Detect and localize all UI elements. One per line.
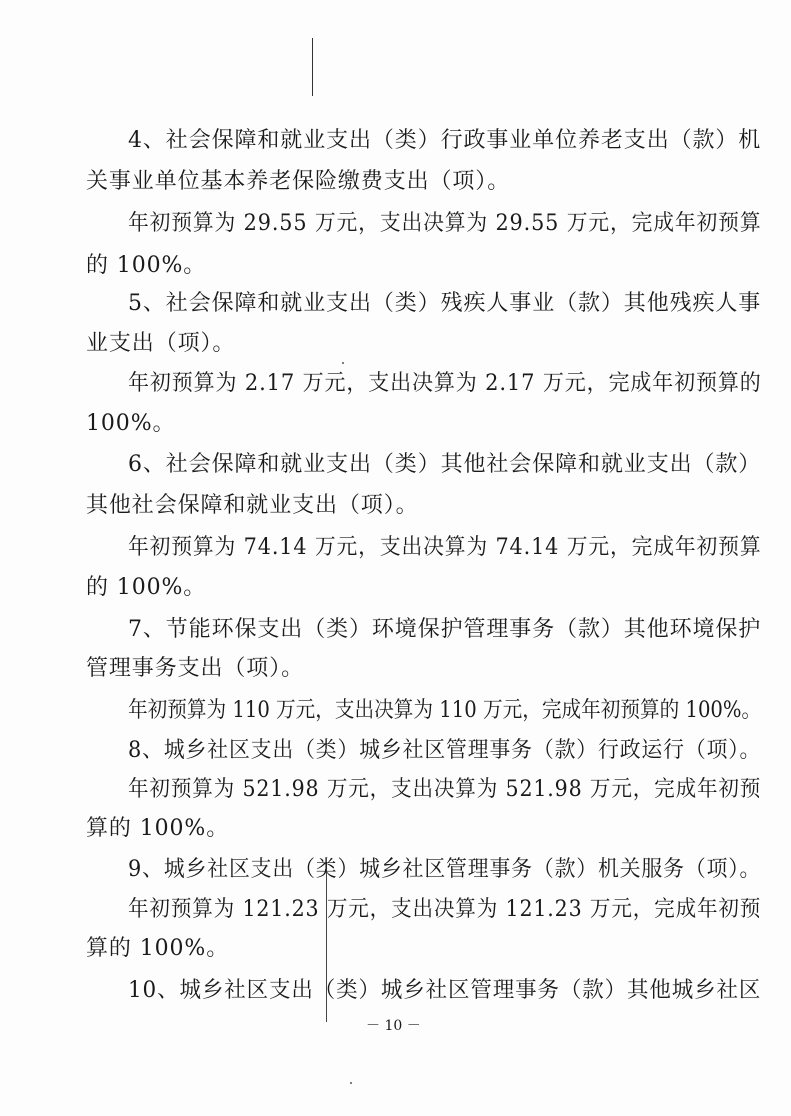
item-4-heading-line-2: 关事业单位基本养老保险缴费支出（项）。 (86, 169, 511, 194)
item-8-budget-line-2: 算的 100%。 (86, 816, 230, 841)
item-9-budget-line-2: 算的 100%。 (86, 936, 230, 961)
item-7-budget-line-1: 年初预算为 110 万元，支出决算为 110 万元，完成年初预算的 100%。 (128, 698, 762, 723)
item-8-budget-line-1: 年初预算为 521.98 万元，支出决算为 521.98 万元，完成年初预 (128, 777, 762, 802)
item-8-heading-line-1: 8、城乡社区支出（类）城乡社区管理事务（款）行政运行（项）。 (128, 738, 762, 763)
item-7-heading-line-2: 管理事务支出（项）。 (86, 656, 305, 681)
item-6-heading-line-2: 其他社会保障和就业支出（项）。 (86, 493, 419, 518)
scan-artifact-dot (342, 362, 344, 364)
item-7-heading-line-1: 7、节能环保支出（类）环境保护管理事务（款）其他环境保护 (128, 617, 762, 642)
item-10-heading-line-1: 10、城乡社区支出（类）城乡社区管理事务（款）其他城乡社区 (128, 978, 762, 1003)
item-5-budget-line-2: 100%。 (86, 411, 176, 436)
page-number: － 10 － (366, 1018, 421, 1034)
item-4-budget-line-1: 年初预算为 29.55 万元，支出决算为 29.55 万元，完成年初预算 (128, 211, 762, 236)
item-6-budget-line-1: 年初预算为 74.14 万元，支出决算为 74.14 万元，完成年初预算 (128, 535, 762, 560)
item-4-budget-line-2: 的 100%。 (86, 253, 207, 278)
item-9-heading-line-1: 9、城乡社区支出（类）城乡社区管理事务（款）机关服务（项）。 (128, 857, 762, 882)
item-5-heading-line-2: 业支出（项）。 (86, 331, 236, 356)
item-5-heading-line-1: 5、社会保障和就业支出（类）残疾人事业（款）其他残疾人事 (128, 291, 762, 316)
scan-artifact-dot (350, 1082, 352, 1084)
item-6-heading-line-1: 6、社会保障和就业支出（类）其他社会保障和就业支出（款） (128, 452, 762, 477)
item-9-budget-line-1: 年初预算为 121.23 万元，支出决算为 121.23 万元，完成年初预 (128, 897, 762, 922)
item-6-budget-line-2: 的 100%。 (86, 575, 207, 600)
scan-artifact-line (312, 38, 313, 96)
item-5-budget-line-1: 年初预算为 2.17 万元，支出决算为 2.17 万元，完成年初预算的 (128, 371, 762, 396)
item-4-heading-line-1: 4、社会保障和就业支出（类）行政事业单位养老支出（款）机 (128, 128, 762, 153)
